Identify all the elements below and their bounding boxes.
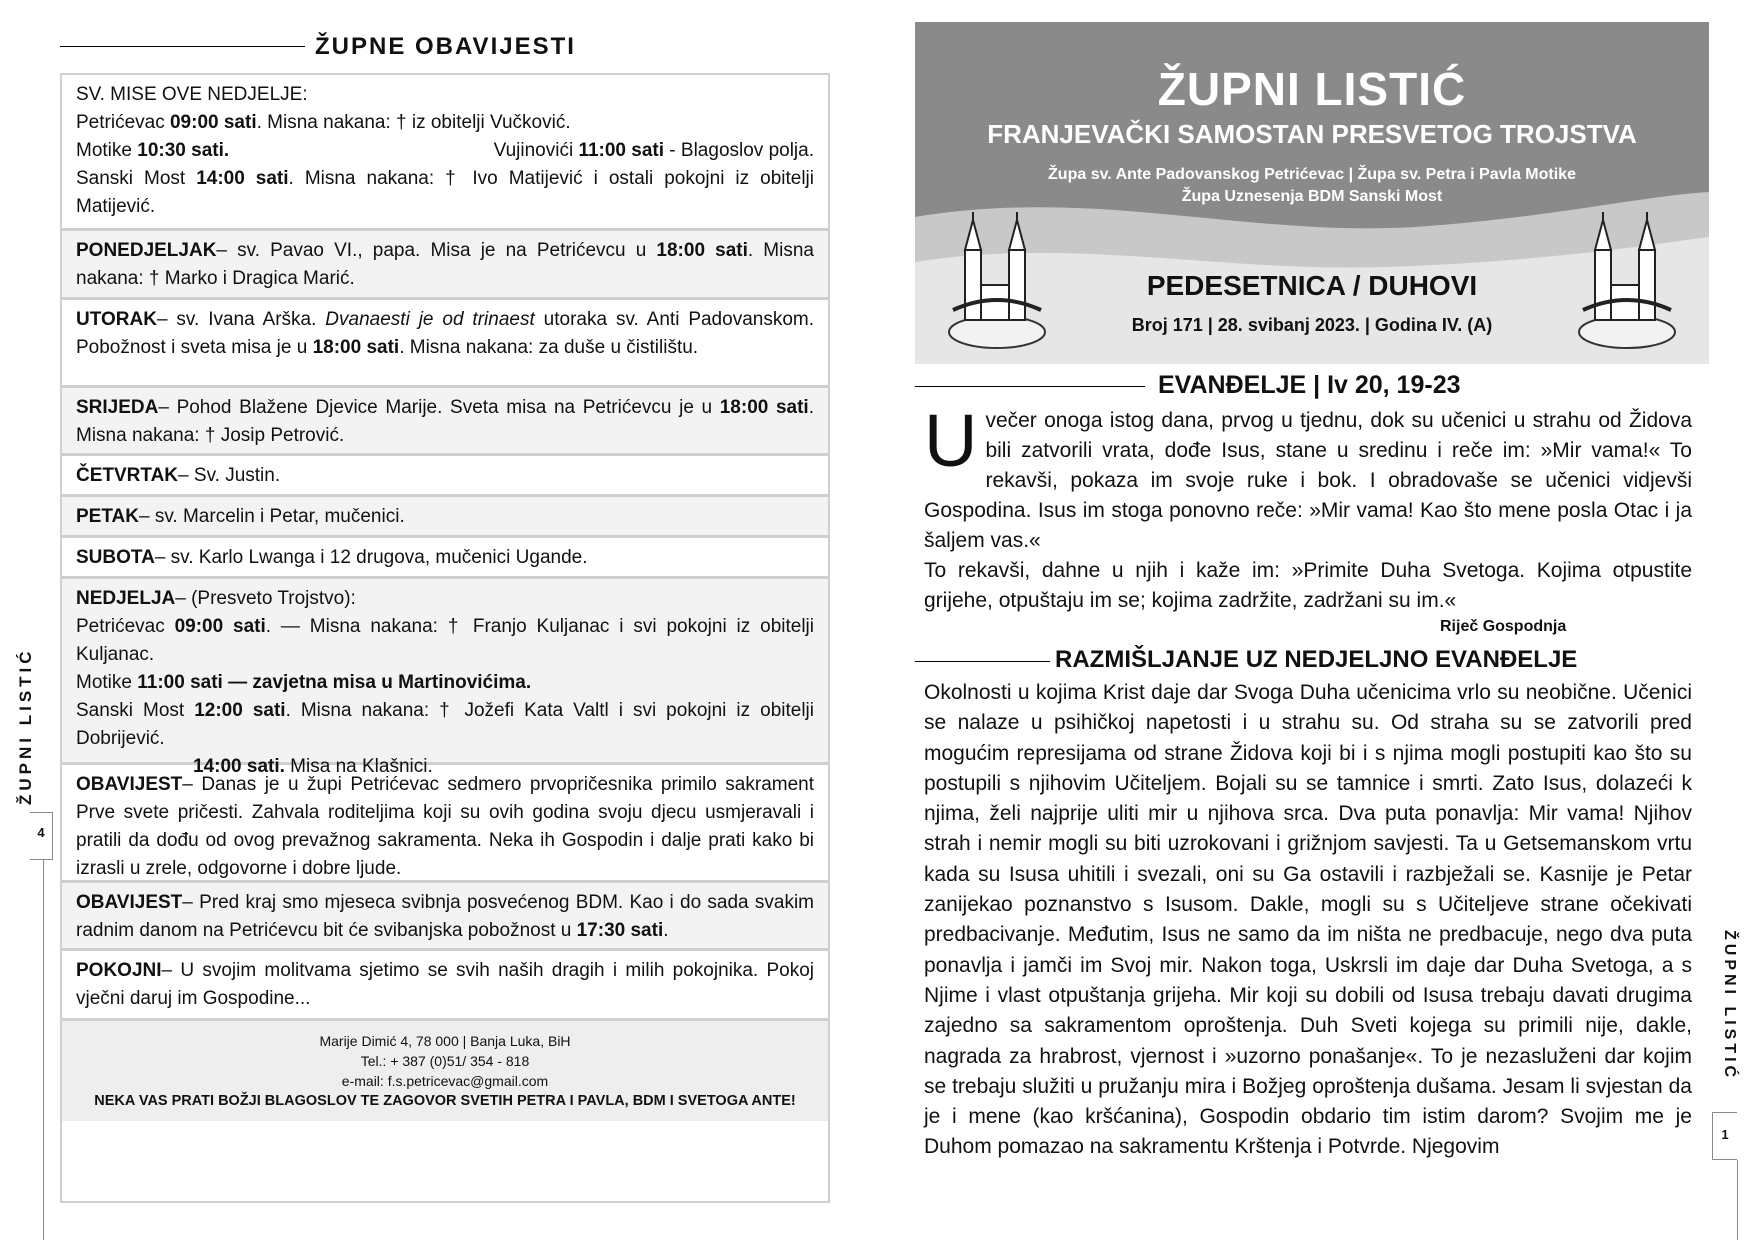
masthead	[915, 22, 1709, 364]
issue-info: Broj 171 | 28. svibanj 2023. | Godina IV. (A)	[1131, 315, 1493, 335]
wednesday-box: SRIJEDA– Pohod Blažene Djevice Marije. Sveta misa na Petrićevcu je u 18:00 sati. Misna nakana: † Josip Petrović.	[62, 388, 828, 456]
gospel-text: Uvečer onoga istog dana, prvog u tjednu, dok su učenici u strahu od Židova bili zatvorili vrata, dođe Isus, stane u sredinu i reče im: »Mir vama!« To rekavši, pokaza im svoje ruke i bok. I obradovaše se učenici vidjevši Gospodina. Isus im stoga ponovno reče: »Mir vama! Kao što mene posla Otac i ja šaljem vas.« To rekavši, dahne u njih i kaže im: »Primite Duha Svetoga. Kojima otpustite grijehe, otpuštaju im se; kojima zadržite, zadržani su im.«	[924, 399, 1692, 612]
notices-panel	[60, 73, 830, 1203]
reflection-rule	[915, 661, 1050, 662]
tuesday-label: UTORAK	[76, 309, 157, 330]
sunday-box: NEDJELJA– (Presveto Trojstvo): Petrićevac 09:00 sati. — Misna nakana: † Franjo Kuljanac i svi pokojni iz obitelji Kuljanac. Motike 11:00 sati — zavjetna misa u Martinovićima. Sanski Most 12:00 sati. Misna nakana: † Jožefi Kata Valtl i svi pokojni iz obitelji Dobrijević. 14:00 sati. Misa na Klašnici.	[62, 579, 828, 765]
address: Marije Dimić 4, 78 000 | Banja Luka, BiH	[319, 1033, 571, 1049]
closing-blessing: NEKA VAS PRATI BOŽJI BLAGOSLOV TE ZAGOVOR SVETIH PETRA I PAVLA, BDM I SVETOGA ANTE!	[94, 1093, 796, 1109]
monday-label: PONEDJELJAK	[76, 240, 217, 261]
masses-line-petricevac: Petrićevac 09:00 sati. Misna nakana: † iz obitelji Vučković.	[76, 112, 571, 133]
tuesday-box: UTORAK– sv. Ivana Arška. Dvanaesti je od trinaest utoraka sv. Anti Padovanskom. Pobožnost i sveta misa je u 18:00 sati. Misna nakana: za duše u čistilištu.	[62, 300, 828, 388]
heading-rule	[60, 46, 305, 47]
sunday-line-motike: Motike 11:00 sati — zavjetna misa u Martinovićima.	[76, 672, 532, 693]
drop-cap: U	[924, 399, 978, 482]
church-logo-left	[943, 210, 1051, 350]
notice-label: OBAVIJEST	[76, 774, 183, 795]
newsletter-title: ŽUPNI LISTIĆ	[1157, 63, 1467, 115]
monday-box: PONEDJELJAK– sv. Pavao VI., papa. Misa je na Petrićevcu u 18:00 sati. Misna nakana: † Marko i Dragica Marić.	[62, 231, 828, 300]
masses-title: SV. MISE OVE NEDJELJE:	[76, 84, 308, 105]
sunday-line-klasnica: 14:00 sati. Misa na Klašnici.	[193, 756, 433, 777]
side-label-right: ŽUPNI LISTIĆ	[1721, 930, 1738, 1082]
page-number-right: 1	[1712, 1112, 1737, 1160]
reflection-title: RAZMIŠLJANJE UZ NEDJELJNO EVANĐELJE	[1055, 646, 1578, 673]
friday-label: PETAK	[76, 506, 139, 527]
masses-line-motike: Motike 10:30 sati. Vujinovići 11:00 sati - Blagoslov polja.	[76, 140, 814, 161]
margin-line	[43, 860, 44, 1240]
notice-label: OBAVIJEST	[76, 892, 183, 913]
thursday-box: ČETVRTAK– Sv. Justin.	[62, 456, 828, 497]
phone: Tel.: + 387 (0)51/ 354 - 818	[360, 1053, 530, 1069]
saturday-label: SUBOTA	[76, 547, 155, 568]
church-logo-right	[1573, 210, 1681, 350]
friday-box: PETAK– sv. Marcelin i Petar, mučenici.	[62, 497, 828, 538]
sunday-line-sanski-most: Sanski Most 12:00 sati. Misna nakana: † Jožefi Kata Valtl i svi pokojni iz obitelji Dobrijević.	[76, 700, 814, 749]
contact-footer	[62, 1021, 828, 1121]
side-label-left: ŽUPNI LISTIĆ	[16, 647, 35, 805]
masses-line-sanski-most: Sanski Most 14:00 sati. Misna nakana: † Ivo Matijević i ostali pokojni iz obitelji Matijević.	[76, 168, 814, 217]
notices-heading: ŽUPNE OBAVIJESTI	[315, 33, 576, 60]
monastery-name: FRANJEVAČKI SAMOSTAN PRESVETOG TROJSTVA	[987, 119, 1637, 149]
thursday-label: ČETVRTAK	[76, 465, 179, 486]
page-number-left: 4	[30, 812, 53, 860]
gospel-signoff: Riječ Gospodnja	[1440, 618, 1567, 635]
deceased-label: POKOJNI	[76, 960, 162, 981]
gospel-paragraph-2: To rekavši, dahne u njih i kaže im: »Primite Duha Svetoga. Kojima otpustite grijehe, otpuštaju im se; kojima zadržite, zadržani su im.«	[924, 559, 1692, 612]
wednesday-label: SRIJEDA	[76, 397, 159, 418]
deceased-box: POKOJNI– U svojim molitvama sjetimo se svih naših dragih i milih pokojnika. Pokoj vječni daruj im Gospodine...	[62, 951, 828, 1021]
masses-box	[62, 75, 828, 231]
parish-list: Župa sv. Ante Padovanskog Petrićevac | Župa sv. Petra i Pavla Motike Župa Uznesenja BDM Sanski Most	[1048, 166, 1576, 205]
sunday-label: NEDJELJA	[76, 588, 176, 609]
sunday-line-petricevac: Petrićevac 09:00 sati. — Misna nakana: † Franjo Kuljanac i svi pokojni iz obitelji Kuljanac.	[76, 616, 814, 665]
notice-may-devotion: OBAVIJEST– Pred kraj smo mjeseca svibnja posvećenog BDM. Kao i do sada svakim radnim danom na Petrićevcu bit će svibanjska pobožnost u 17:30 sati.	[62, 883, 828, 951]
gospel-rule	[915, 386, 1145, 387]
feast-title: PEDESETNICA / DUHOVI	[1146, 270, 1478, 301]
gospel-title: EVANĐELJE | Iv 20, 19-23	[1158, 371, 1461, 399]
reflection-text: Okolnosti u kojima Krist daje dar Svoga Duha učenicima vrlo su neobične. Učenici se nalaze u psihičkoj napetosti i u strahu su. Od straha su se zatvorili pred mogućim represijama od strane Židova koji bi i s njima mogli postupiti kao što su postupili s njihovim Učiteljem. Bojali su se tamnice i smrti. Zato Isus, dolazeći k njima, želi najprije uliti mir u njihova srca. Dva puta ponavlja: Mir vama! Njihov strah i nemir mogli su biti uzrokovani i grižnjom savjesti. Ta u Getsemanskom vrtu kada su Isusa uhitili i svezali, oni su Ga ostavili i razbježali se. Kasnije je Petar zanijekao poznanstvo s Isusom. Dakle, mogli su s Učiteljeve strane očekivati predbacivanje. Međutim, Isus ne samo da im ništa ne predbacuje, nego dva puta ponavlja i jamči im Svoj mir. Nakon toga, Uskrsli im daje dar Duha Svetoga, a s Njime i vlast otpuštanja grijeha. Mir koji su dobili od Isusa trebaju davati drugima zajedno sa sakramentom oproštenja. Duh Sveti kojega su primili nije, dakle, nagrada za hrabrost, vjernost i »uzorno ponašanje«. To je nezasluženi dar kojim se trebaju služiti u pružanju mira i Božjeg oproštenja dušama. Jesam li svjestan da je i mene (kao kršćanina), Gospodin obdario tim istim darom? Svojim me je Duhom pomazao na sakramentu Krštenja i Potvrde. Njegovim	[924, 681, 1692, 1159]
email: e-mail: f.s.petricevac@gmail.com	[341, 1073, 549, 1089]
notice-first-communion: OBAVIJEST– Danas je u župi Petrićevac sedmero prvopričesnika primilo sakrament Prve svete pričesti. Zahvala roditeljima koji su ovih godina svoju djecu usmjeravali i pratili da dođu od ovog prevažnog sakramenta. Neka ih Gospodin i dalje prati kako bi izrasli u zrele, odgovorne i dobre ljude.	[62, 765, 828, 883]
margin-line	[1737, 1160, 1738, 1240]
saturday-box: SUBOTA– sv. Karlo Lwanga i 12 drugova, mučenici Ugande.	[62, 538, 828, 579]
